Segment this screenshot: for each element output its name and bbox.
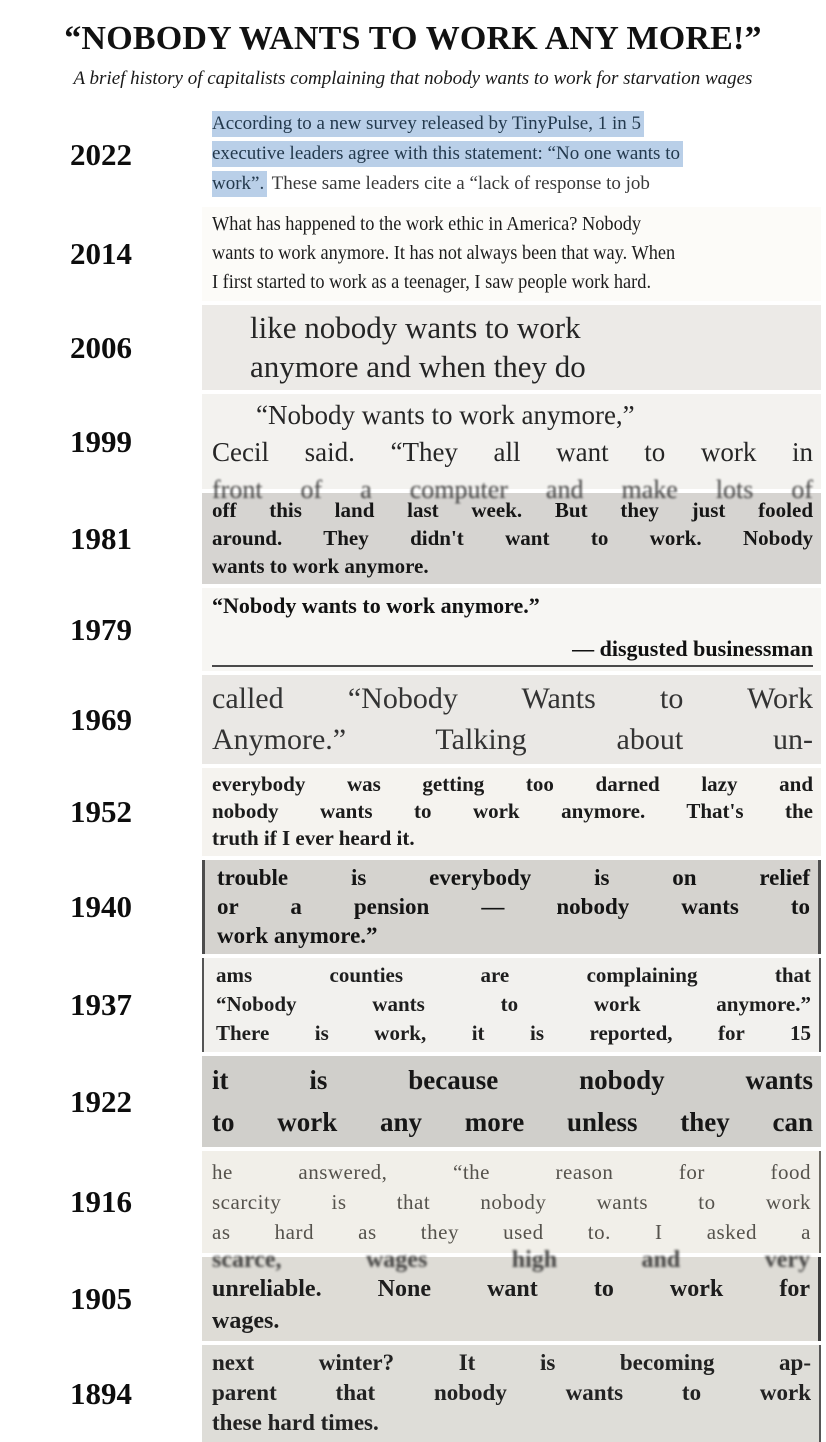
clipping-line: wages. xyxy=(212,1308,280,1334)
year-label-2006: 2006 xyxy=(70,329,132,365)
clipping-line: ams counties are complaining that xyxy=(216,963,811,987)
clipping-1894 xyxy=(202,1345,821,1442)
clipping-line: he answered, “the reason for food xyxy=(212,1160,811,1184)
year-label-1905: 1905 xyxy=(70,1281,132,1316)
timeline-entry-1979 xyxy=(0,588,826,671)
timeline-entry-1937 xyxy=(0,958,826,1052)
clipping-2014 xyxy=(202,207,821,301)
year-label-1940: 1940 xyxy=(70,889,132,924)
clipping-1937 xyxy=(202,958,821,1052)
clipping-line: I first started to work as a teenager, I saw people work hard. xyxy=(212,272,652,293)
clipping-line: Cecil said. “They all want to work in xyxy=(212,437,813,467)
cut-off-line: scarce, wages high and very xyxy=(212,1247,810,1273)
clipping-line: work anymore.” xyxy=(217,923,378,948)
clipping-1969 xyxy=(202,675,821,764)
clipping-line: parent that nobody wants to work xyxy=(212,1380,811,1405)
highlighted-text: executive leaders agree with this statement: “No one wants to xyxy=(212,141,683,167)
clipping-line: unreliable. None want to work for xyxy=(212,1276,810,1302)
year-label-1952: 1952 xyxy=(70,794,132,829)
page-title: “NOBODY WANTS TO WORK ANY MORE!” xyxy=(64,20,762,57)
year-label-1981: 1981 xyxy=(70,520,132,556)
timeline-entry-2022 xyxy=(0,106,826,203)
page-header xyxy=(0,0,826,90)
clipping-line: truth if I ever heard it. xyxy=(212,826,415,850)
clipping-1999 xyxy=(202,394,821,504)
timeline-entry-2006 xyxy=(0,305,826,390)
timeline-entry-2014 xyxy=(0,207,826,301)
clipping-line: like nobody wants to work xyxy=(250,310,581,345)
year-label-1999: 1999 xyxy=(70,423,132,459)
clipping-line: nobody wants to work anymore. That's the xyxy=(212,799,813,823)
plain-text: These same leaders cite a “lack of response to job xyxy=(267,173,650,194)
clipping-1979 xyxy=(202,588,821,671)
clipping-line: or a pension — nobody wants to xyxy=(217,894,810,919)
clipping-line xyxy=(212,139,813,169)
clipping-line: everybody was getting too darned lazy and xyxy=(212,772,813,796)
timeline-entry-1999 xyxy=(0,394,826,504)
clipping-line: called “Nobody Wants to Work xyxy=(212,682,813,715)
clipping-1905 xyxy=(202,1247,821,1341)
timeline-entry-1905 xyxy=(0,1247,826,1341)
clipping-line: to work any more unless they can xyxy=(212,1107,813,1137)
clipping-1916 xyxy=(202,1151,821,1253)
timeline-entry-1922 xyxy=(0,1056,826,1147)
timeline-entry-1916 xyxy=(0,1151,826,1253)
clipping-line: off this land last week. But they just fooled xyxy=(212,498,813,522)
year-label-1922: 1922 xyxy=(70,1083,132,1119)
clipping-line xyxy=(212,169,813,199)
timeline-entry-1952 xyxy=(0,768,826,856)
clipping-line: “Nobody wants to work anymore,” xyxy=(256,400,635,430)
year-label-1969: 1969 xyxy=(70,701,132,737)
clipping-1940 xyxy=(202,860,821,954)
clipping-line xyxy=(212,109,813,139)
clipping-line: anymore and when they do xyxy=(250,349,586,384)
clipping-line: “Nobody wants to work anymore.” xyxy=(216,992,811,1016)
clipping-2022 xyxy=(202,106,821,203)
clipping-line: trouble is everybody is on relief xyxy=(217,865,810,890)
clipping-line: wants to work anymore. It has not always been that way. When xyxy=(212,243,676,264)
clipping-line: scarcity is that nobody wants to work xyxy=(212,1190,811,1214)
clipping-line: Anymore.” Talking about un- xyxy=(212,723,813,756)
year-label-2022: 2022 xyxy=(70,136,132,172)
clipping-1922 xyxy=(202,1056,821,1147)
clipping-line: next winter? It is becoming ap- xyxy=(212,1350,811,1375)
clipping-line: as hard as they used to. I asked a xyxy=(212,1220,811,1244)
clipping-line: What has happened to the work ethic in America? Nobody xyxy=(212,214,642,235)
clipping-attribution: — disgusted businessman xyxy=(212,634,813,667)
highlighted-text: work”. xyxy=(212,171,267,197)
year-label-1916: 1916 xyxy=(70,1184,132,1219)
clipping-1952 xyxy=(202,768,821,856)
year-label-1937: 1937 xyxy=(70,987,132,1022)
clipping-line: There is work, it is reported, for 15 xyxy=(216,1021,811,1045)
timeline-entry-1940 xyxy=(0,860,826,954)
clipping-line: these hard times. xyxy=(212,1410,379,1435)
highlighted-text: According to a new survey released by TinyPulse, 1 in 5 xyxy=(212,111,644,137)
page-subtitle: A brief history of capitalists complaining that nobody wants to work for starvation wages xyxy=(73,68,753,89)
clipping-2006 xyxy=(202,305,821,390)
clipping-line: around. They didn't want to work. Nobody xyxy=(212,526,813,550)
clipping-line: wants to work anymore. xyxy=(212,554,429,578)
cut-off-line: front of a computer and make lots of xyxy=(212,475,813,504)
year-label-2014: 2014 xyxy=(70,236,132,271)
clipping-quote: “Nobody wants to work anymore.” xyxy=(212,593,540,618)
timeline-entry-1969 xyxy=(0,675,826,764)
timeline xyxy=(0,106,826,1442)
year-label-1894: 1894 xyxy=(70,1375,132,1411)
clipping-line: it is because nobody wants xyxy=(212,1065,813,1095)
timeline-entry-1894 xyxy=(0,1345,826,1442)
year-label-1979: 1979 xyxy=(70,611,132,647)
